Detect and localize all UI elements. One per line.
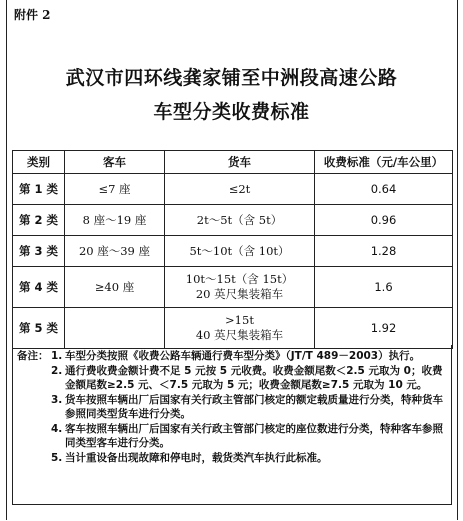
note-text: 客车按照车辆出厂后国家有关行政主管部门核定的座位数进行分类，特种客车参照同类型客车进行分类。 [65, 422, 443, 449]
note-item [51, 349, 447, 364]
note-text: 通行费收费金额计费不足 5 元按 5 元收费。收费金额尾数＜2.5 元取为 0；收费金额尾数≥2.5 元、＜7.5 元取为 5 元；收费金额尾数≥7.5 元取为 10 元。 [65, 364, 443, 391]
truck-cell: ≤2t [165, 174, 315, 205]
category-cell: 第 1 类 [13, 174, 65, 205]
note-item [51, 364, 447, 393]
fee-cell: 1.28 [315, 236, 453, 267]
fee-cell: 0.64 [315, 174, 453, 205]
bus-cell: ≤7 座 [65, 174, 165, 205]
bus-cell: 20 座～39 座 [65, 236, 165, 267]
note-number: 3. [51, 393, 63, 406]
fee-standard-table [12, 150, 453, 349]
notes-label: 备注： [17, 350, 49, 362]
truck-cell [165, 308, 315, 349]
truck-cell [165, 267, 315, 308]
attachment-label: 附件 2 [14, 8, 51, 22]
truck-cell: 2t～5t（含 5t） [165, 205, 315, 236]
table-row [13, 308, 453, 349]
column-header-category: 类别 [13, 151, 65, 174]
bus-cell: 8 座～19 座 [65, 205, 165, 236]
fee-cell: 0.96 [315, 205, 453, 236]
note-number: 4. [51, 422, 63, 435]
truck-container-text: 20 英尺集装箱车 [195, 287, 284, 301]
note-item [51, 451, 447, 466]
fee-cell: 1.6 [315, 267, 453, 308]
table-row [13, 174, 453, 205]
category-cell: 第 5 类 [13, 308, 65, 349]
table-header-row [13, 151, 453, 174]
bus-cell [65, 308, 165, 349]
note-text: 车型分类按照《收费公路车辆通行费车型分类》（JT/T 489－2003）执行。 [65, 350, 421, 362]
column-header-fee: 收费标准（元/车公里） [315, 151, 453, 174]
truck-cell: 5t～10t（含 10t） [165, 236, 315, 267]
column-header-bus: 客车 [65, 151, 165, 174]
truck-weight-text: >15t [225, 313, 254, 327]
document-title-line-1: 武汉市四环线龚家铺至中洲段高速公路 [65, 67, 398, 89]
table-row [13, 205, 453, 236]
note-number: 2. [51, 364, 63, 377]
table-row [13, 267, 453, 308]
fee-cell: 1.92 [315, 308, 453, 349]
note-text: 货车按照车辆出厂后国家有关行政主管部门核定的额定载质量进行分类，特种货车参照同类型货车进行分类。 [65, 393, 443, 420]
table-row [13, 236, 453, 267]
category-cell: 第 4 类 [13, 267, 65, 308]
truck-weight-text: 10t～15t（含 15t） [185, 272, 294, 286]
note-number: 1. [51, 350, 63, 362]
document-title-line-2: 车型分类收费标准 [153, 101, 310, 123]
note-number: 5. [51, 451, 63, 464]
note-text: 当计重设备出现故障和停电时，载货类汽车执行此标准。 [65, 451, 328, 464]
notes-list [51, 349, 447, 465]
category-cell: 第 3 类 [13, 236, 65, 267]
category-cell: 第 2 类 [13, 205, 65, 236]
note-item [51, 422, 447, 451]
note-item [51, 393, 447, 422]
bus-cell: ≥40 座 [65, 267, 165, 308]
truck-container-text: 40 英尺集装箱车 [195, 328, 284, 342]
notes-section [12, 345, 452, 505]
column-header-truck: 货车 [165, 151, 315, 174]
